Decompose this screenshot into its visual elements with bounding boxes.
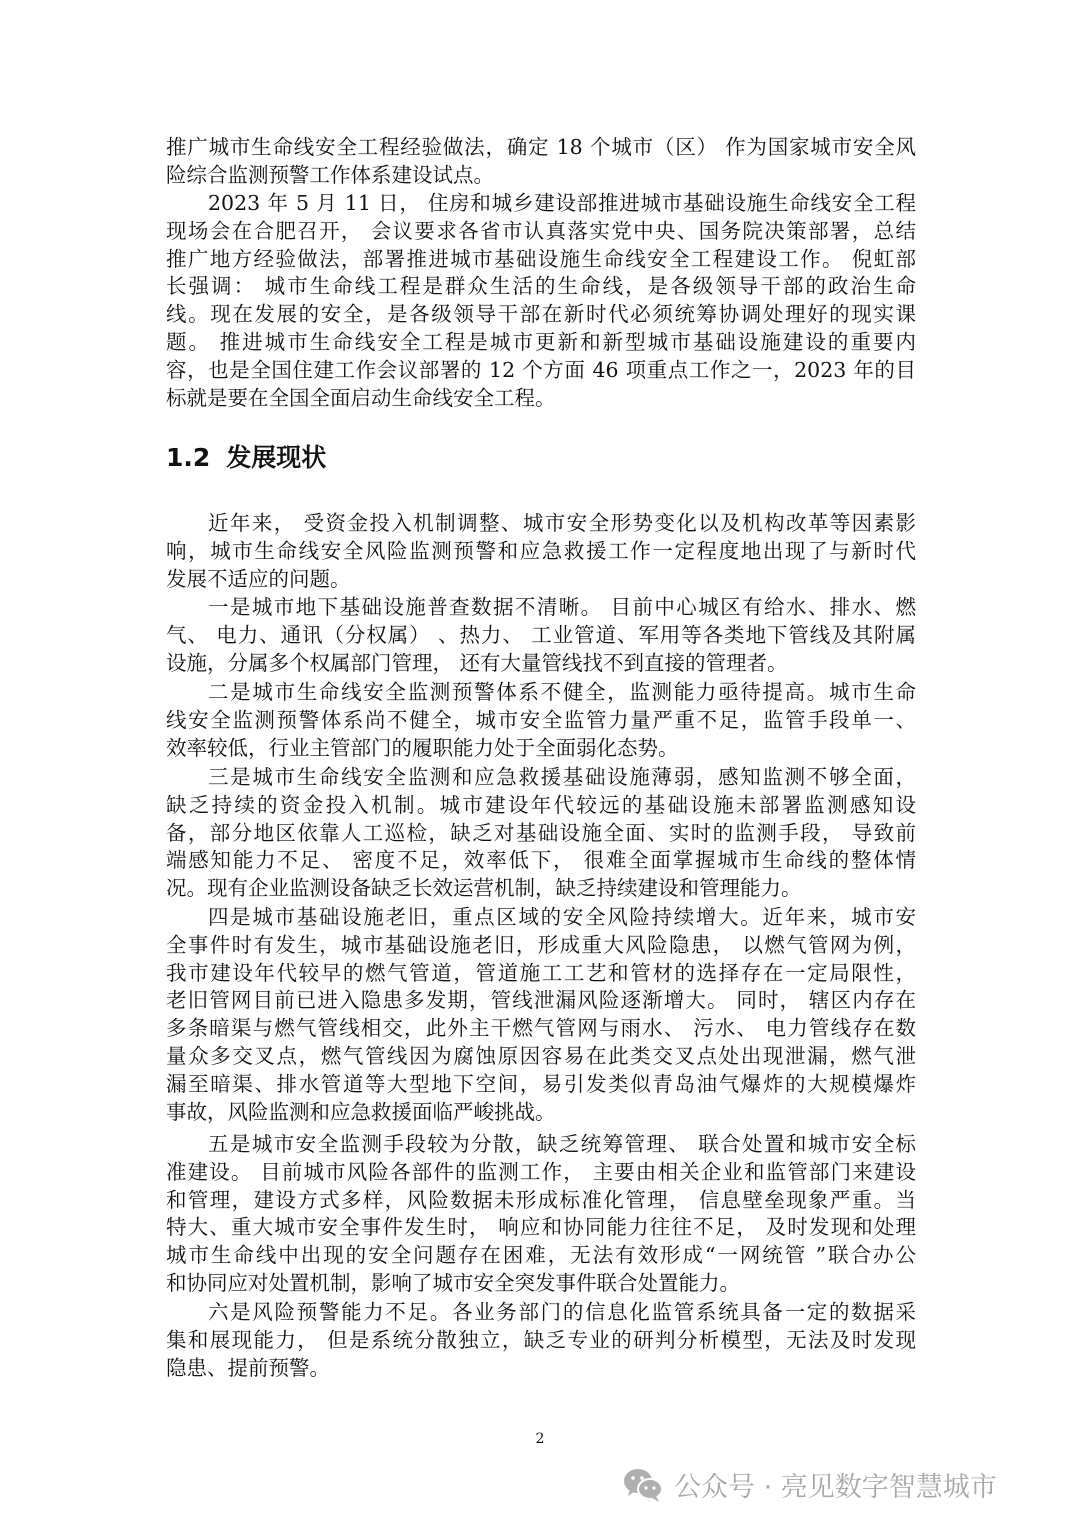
text-line: 发展不适应的问题。 — [166, 566, 351, 591]
text-line: 集和展现能力， 但是系统分散独立，缺乏专业的研判分析模型，无法及时发现 — [166, 1327, 916, 1352]
text-line: 隐患、提前预警。 — [166, 1355, 330, 1380]
text-line: 漏至暗渠、排水管道等大型地下空间，易引发类似青岛油气爆炸的大规模爆炸 — [166, 1071, 916, 1096]
paragraph-5 — [166, 679, 916, 762]
text-line: 和管理，建设方式多样，风险数据未形成标准化管理， 信息壁垒现象严重。当 — [166, 1187, 916, 1212]
text-line: 六是风险预警能力不足。各业务部门的信息化监管系统具备一定的数据采 — [208, 1300, 916, 1324]
text-line: 险综合监测预警工作体系建设试点。 — [166, 162, 494, 187]
text-line: 老旧管网目前已进入隐患多发期，管线泄漏风险逐渐增大。 同时， 辖区内存在 — [166, 988, 916, 1013]
text-line: 多条暗渠与燃气管线相交，此外主干燃气管网与雨水、 污水、 电力管线存在数 — [166, 1016, 916, 1041]
text-line: 事故，风险监测和应急救援面临严峻挑战。 — [166, 1099, 556, 1124]
text-line: 二是城市生命线安全监测预警体系不健全，监测能力亟待提高。城市生命 — [208, 680, 916, 704]
text-line: 长强调： 城市生命线工程是群众生活的生命线，是各级领导干部的政治生命 — [166, 274, 916, 299]
paragraph-8 — [166, 1131, 916, 1298]
text-line: 全事件时有发生，城市基础设施老旧，形成重大风险隐患， 以燃气管网为例， — [166, 932, 916, 957]
paragraph-9 — [166, 1299, 916, 1382]
page-number: 2 — [535, 1431, 545, 1447]
text-line: 线安全监测预警体系尚不健全，城市安全监管力量严重不足，监管手段单一、 — [166, 707, 916, 732]
text-line: 准建设。 目前城市风险各部件的监测工作， 主要由相关企业和监管部门来建设 — [166, 1159, 916, 1184]
paragraph-4 — [166, 594, 916, 677]
text-line: 线。现在发展的安全，是各级领导干部在新时代必须统筹协调处理好的现实课 — [166, 302, 916, 327]
text-line: 推广城市生命线安全工程经验做法，确定 18 个城市（区） 作为国家城市安全风 — [166, 135, 916, 159]
text-line: 标就是要在全国全面启动生命线安全工程。 — [166, 385, 556, 410]
paragraph-2 — [166, 190, 916, 412]
text-line: 响，城市生命线安全风险监测预警和应急救援工作一定程度地出现了与新时代 — [166, 538, 916, 563]
text-line: 设施，分属多个权属部门管理， 还有大量管线找不到直接的管理者。 — [166, 650, 788, 675]
text-line: 气、 电力、通讯（分权属） 、热力、 工业管道、军用等各类地下管线及其附属 — [166, 622, 916, 647]
text-line: 一是城市地下基础设施普查数据不清晰。 目前中心城区有给水、排水、燃 — [208, 595, 916, 619]
watermark-text: 公众号 · 亮见数字智慧城市 — [674, 1472, 997, 1503]
text-line: 推广地方经验做法，部署推进城市基础设施生命线安全工程建设工作。 倪虹部 — [166, 246, 916, 271]
text-line: 容，也是全国住建工作会议部署的 12 个方面 46 项重点工作之一，2023 年的目 — [166, 357, 916, 382]
text-line: 城市生命线中出现的安全问题存在困难，无法有效形成“一网统管 ”联合办公 — [166, 1243, 916, 1268]
text-line: 量众多交叉点，燃气管线因为腐蚀原因容易在此类交叉点处出现泄漏，燃气泄 — [166, 1043, 916, 1068]
text-line: 现场会在合肥召开， 会议要求各省市认真落实党中央、国务院决策部署，总结 — [166, 218, 916, 243]
section-title: 发展现状 — [226, 443, 327, 472]
text-line: 五是城市安全监测手段较为分散，缺乏统筹管理、 联合处置和城市安全标 — [208, 1132, 916, 1156]
watermark — [622, 1465, 997, 1504]
text-line: 四是城市基础设施老旧，重点区域的安全风险持续增大。近年来，城市安 — [208, 905, 916, 929]
text-line: 效率较低，行业主管部门的履职能力处于全面弱化态势。 — [166, 735, 679, 760]
text-line: 备，部分地区依靠人工巡检，缺乏对基础设施全面、实时的监测手段， 导致前 — [166, 820, 916, 845]
section-number: 1.2 — [166, 443, 211, 472]
text-line: 2023 年 5 月 11 日， 住房和城乡建设部推进城市基础设施生命线安全工程 — [208, 191, 916, 215]
paragraph-7 — [166, 904, 916, 1126]
text-line: 特大、重大城市安全事件发生时， 响应和协同能力往往不足， 及时发现和处理 — [166, 1215, 916, 1240]
text-line: 题。 推进城市生命线安全工程是城市更新和新型城市基础设施建设的重要内 — [166, 329, 916, 354]
paragraph-6 — [166, 764, 916, 903]
text-line: 近年来， 受资金投入机制调整、城市安全形势变化以及机构改革等因素影 — [208, 511, 916, 535]
text-line: 缺乏持续的资金投入机制。城市建设年代较远的基础设施未部署监测感知设 — [166, 792, 916, 817]
text-line: 我市建设年代较早的燃气管道，管道施工工艺和管材的选择存在一定局限性， — [166, 960, 916, 985]
text-line: 况。现有企业监测设备缺乏长效运营机制，缺乏持续建设和管理能力。 — [166, 876, 802, 901]
section-heading — [166, 438, 326, 474]
wechat-icon — [622, 1467, 664, 1503]
text-line: 三是城市生命线安全监测和应急救援基础设施薄弱，感知监测不够全面， — [208, 765, 916, 789]
paragraph-1 — [166, 134, 916, 190]
text-line: 和协同应对处置机制，影响了城市安全突发事件联合处置能力。 — [166, 1270, 740, 1295]
paragraph-3 — [166, 510, 916, 593]
text-line: 端感知能力不足、 密度不足，效率低下， 很难全面掌握城市生命线的整体情 — [166, 848, 916, 873]
